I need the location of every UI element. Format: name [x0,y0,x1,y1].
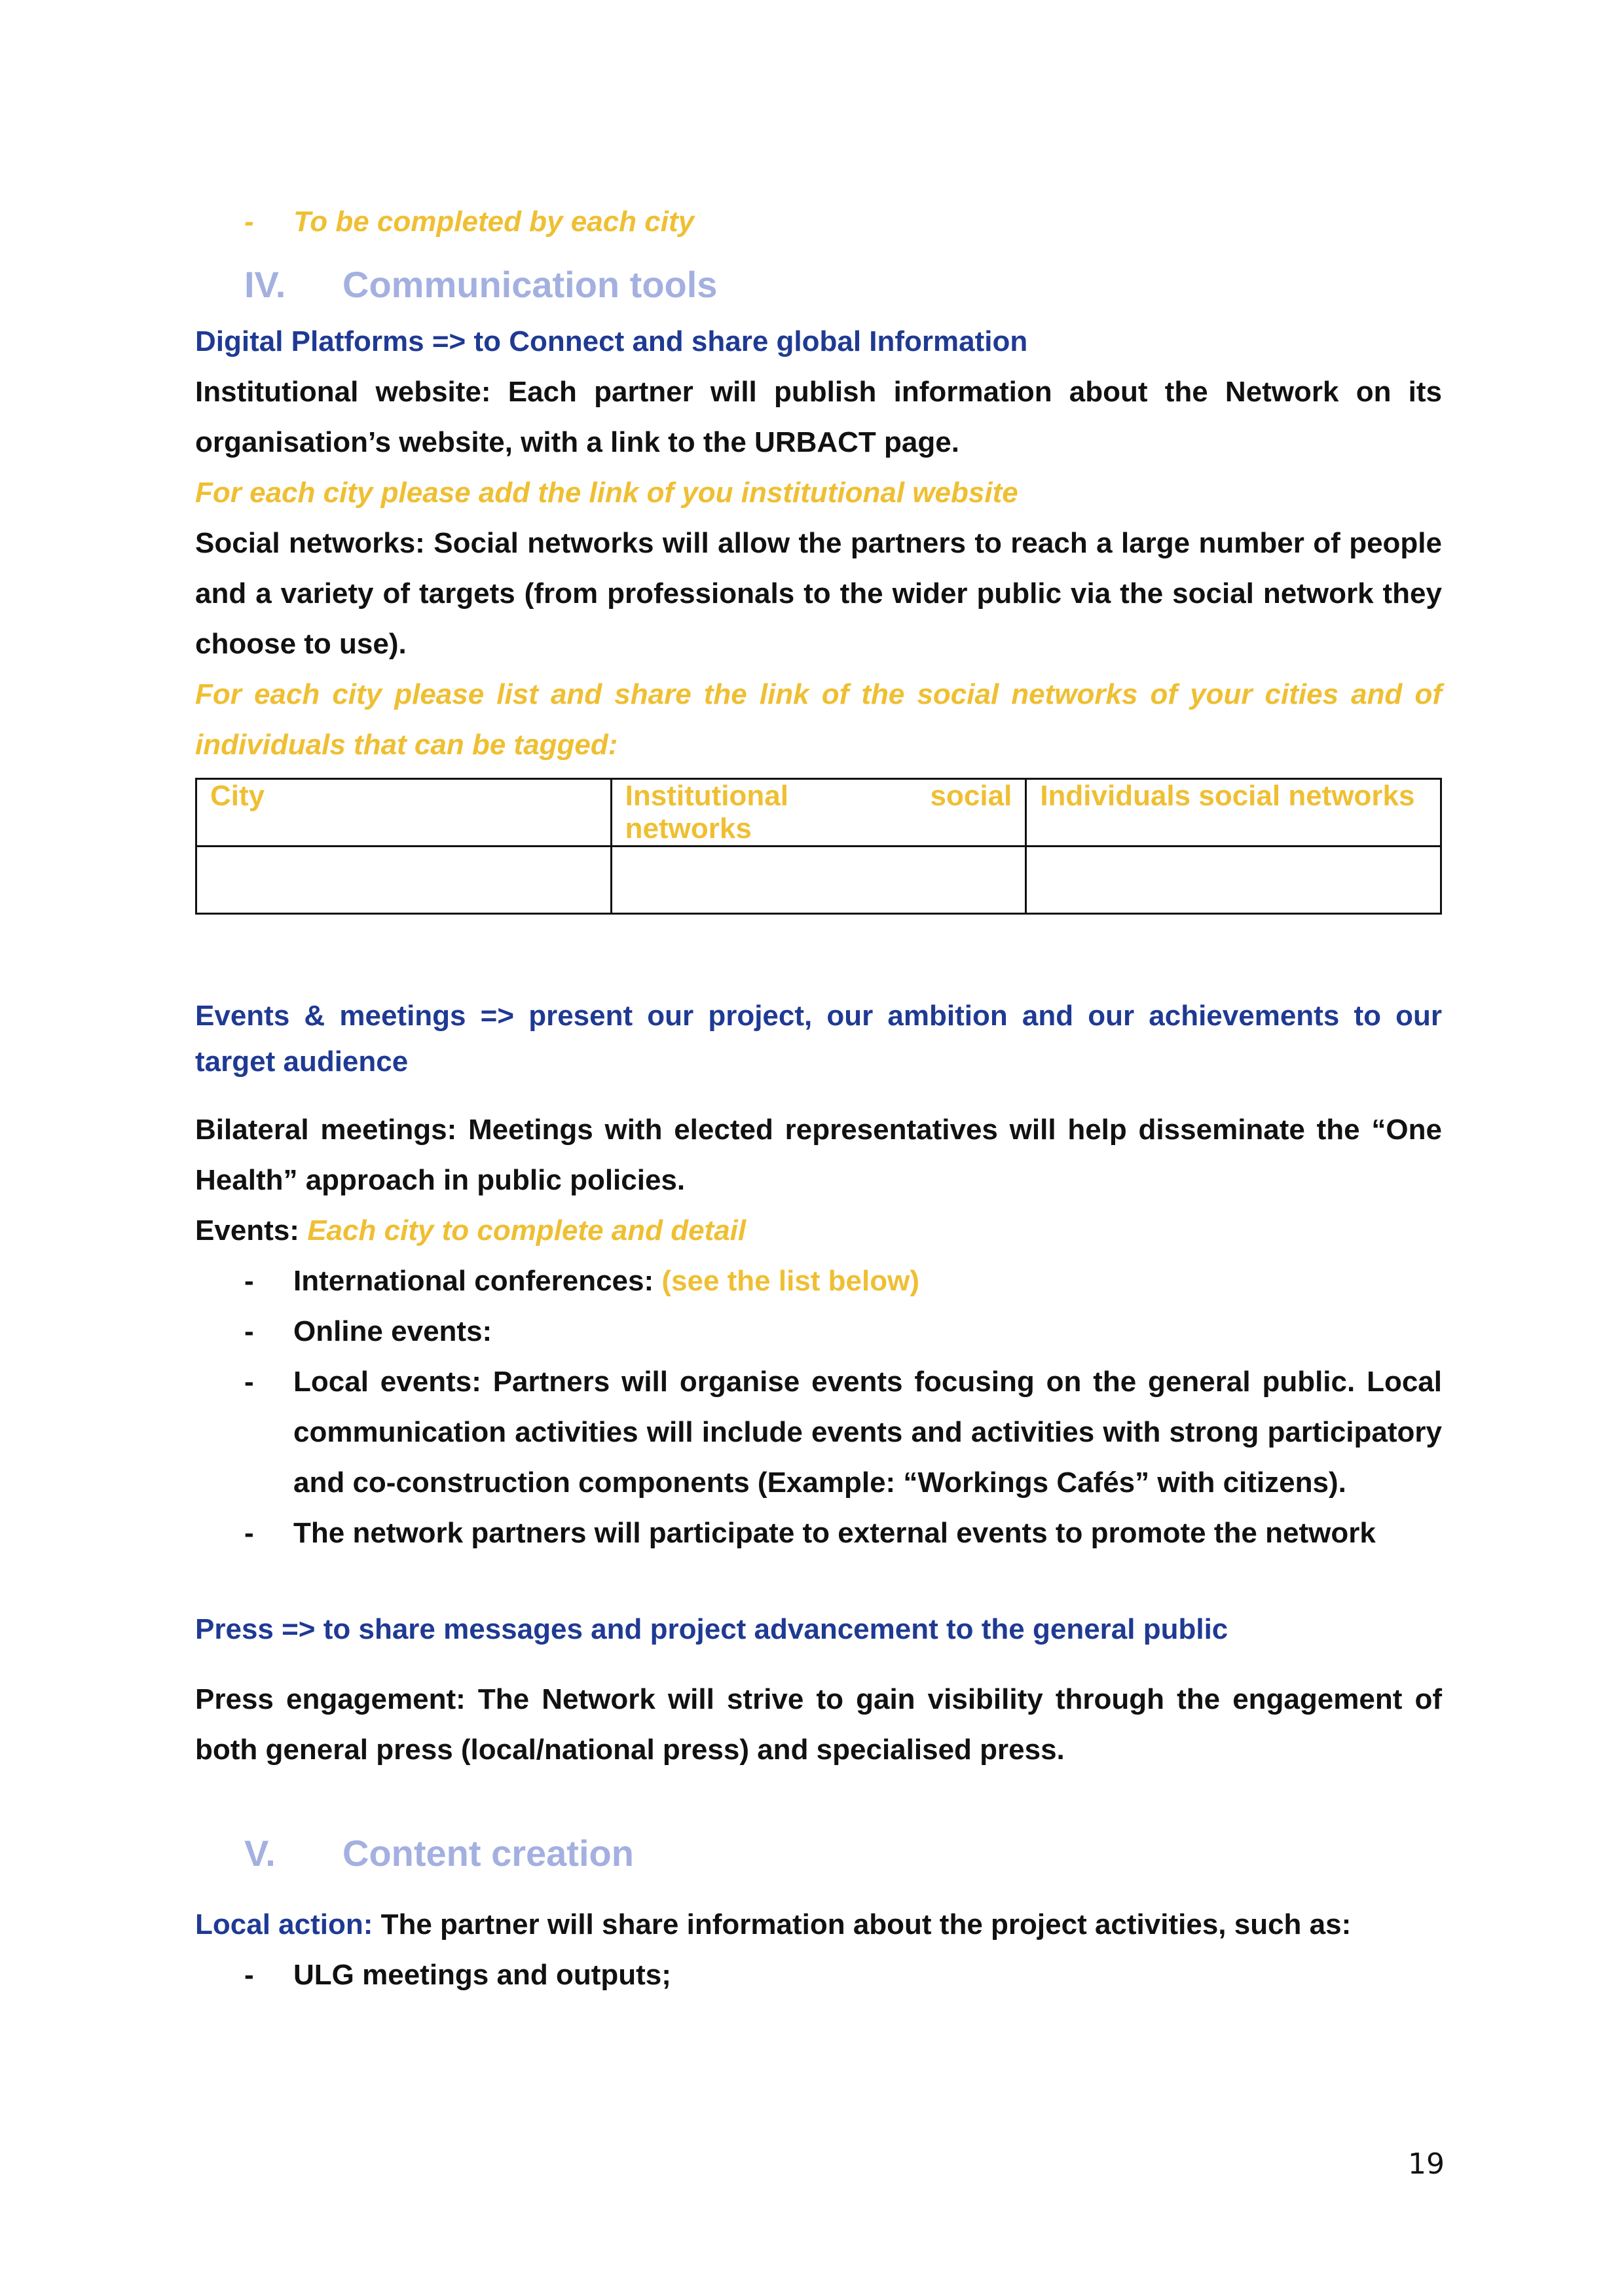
social-networks-note: For each city please list and share the link of the social networks of your cities and of individuals that can be tagged: [195,678,1442,761]
table-row [196,847,1441,914]
table-cell[interactable] [611,847,1026,914]
institutional-website-note: For each city please add the link of you institutional website [195,477,1018,509]
header-city: City [196,779,612,847]
table-cell[interactable] [196,847,612,914]
header-institutional: Institutional social networks [611,779,1026,847]
table-cell[interactable] [1026,847,1441,914]
header-individuals: Individuals social networks [1026,779,1441,847]
list-item: - International conferences: (see the list below) [244,1265,919,1297]
list-item: - The network partners will participate to external events to promote the network [244,1517,1376,1549]
bilateral-paragraph: Bilateral meetings: Meetings with elected representatives will help disseminate the “One Health” approach in public policies. [195,1114,1442,1196]
intro-bullet: - To be completed by each city [244,206,695,238]
table-header-row [196,779,1441,847]
list-item: - Online events: [244,1315,492,1347]
social-networks-table [195,778,1442,915]
page-number: 19 [1408,2147,1445,2181]
section-heading-v: V. Content creation [244,1832,634,1874]
local-action-paragraph: Local action: The partner will share information about the project activities, such as: [195,1908,1352,1941]
press-engagement-paragraph: Press engagement: The Network will strive to gain visibility through the engagement of both general press (local/national press) and specialised press. [195,1683,1442,1766]
digital-platforms-heading: Digital Platforms => to Connect and share global Information [195,325,1028,357]
events-meetings-heading: Events & meetings => present our project, our ambition and our achievements to our target audience [195,1000,1443,1078]
institutional-website-paragraph: Institutional website: Each partner will publish information about the Network on its organisation’s website, with a link to the URBACT page. [195,376,1442,458]
list-item: - Local events: Partners will organise events focusing on the general public. Local communication activities will include events and activities with strong participatory and co-construction components (Example: “Workings Cafés” with citizens). [244,1366,1442,1499]
document-page [195,196,1442,2000]
press-heading: Press => to share messages and project advancement to the general public [195,1613,1228,1645]
events-line: Events: Each city to complete and detail [195,1214,747,1247]
section-heading-iv: IV. Communication tools [244,264,718,305]
list-item: - ULG meetings and outputs; [244,1959,671,1991]
social-networks-paragraph: Social networks: Social networks will allow the partners to reach a large number of people and a variety of targets (from professionals to the wider public via the social network they choose to use). [195,527,1443,660]
